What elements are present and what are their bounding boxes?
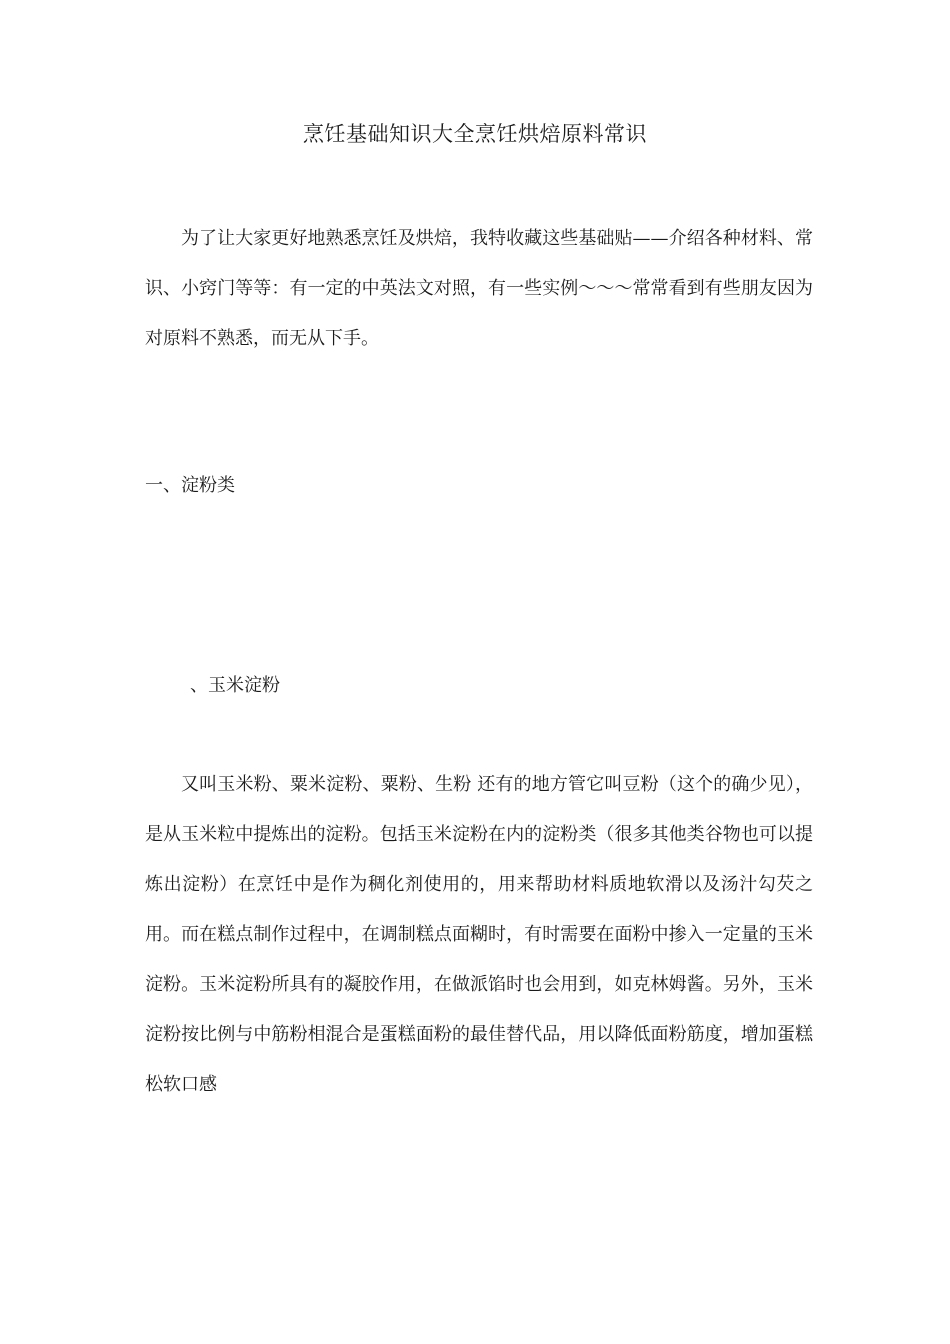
- corn-starch-paragraph: 又叫玉米粉、粟米淀粉、粟粉、生粉 还有的地方管它叫豆粉（这个的确少见），是从玉米粒中提炼出的淀粉。包括玉米淀粉在内的淀粉类（很多其他类谷物也可以提炼出淀粉）在烹饪中是作为稠化剂使用的，用来帮助材料质地软滑以及汤汁勾芡之用。而在糕点制作过程中，在调制糕点面糊时，有时需要在面粉中掺入一定量的玉米淀粉。玉米淀粉所具有的凝胶作用，在做派馅时也会用到，如克林姆酱。另外，玉米淀粉按比例与中筋粉相混合是蛋糕面粉的最佳替代品，用以降低面粉筋度，增加蛋糕松软口感: [145, 774, 813, 1095]
- document-title: 烹饪基础知识大全烹饪烘焙原料常识: [303, 122, 647, 146]
- intro-paragraph: 为了让大家更好地熟悉烹饪及烘焙，我特收藏这些基础贴——介绍各种材料、常识、小窍门等等：有一定的中英法文对照，有一些实例～～～常常看到有些朋友因为对原料不熟悉，而无从下手。: [145, 228, 813, 349]
- section-heading-starch: 一、淀粉类: [145, 475, 235, 496]
- subsection-heading-corn-starch: 、玉米淀粉: [190, 675, 280, 696]
